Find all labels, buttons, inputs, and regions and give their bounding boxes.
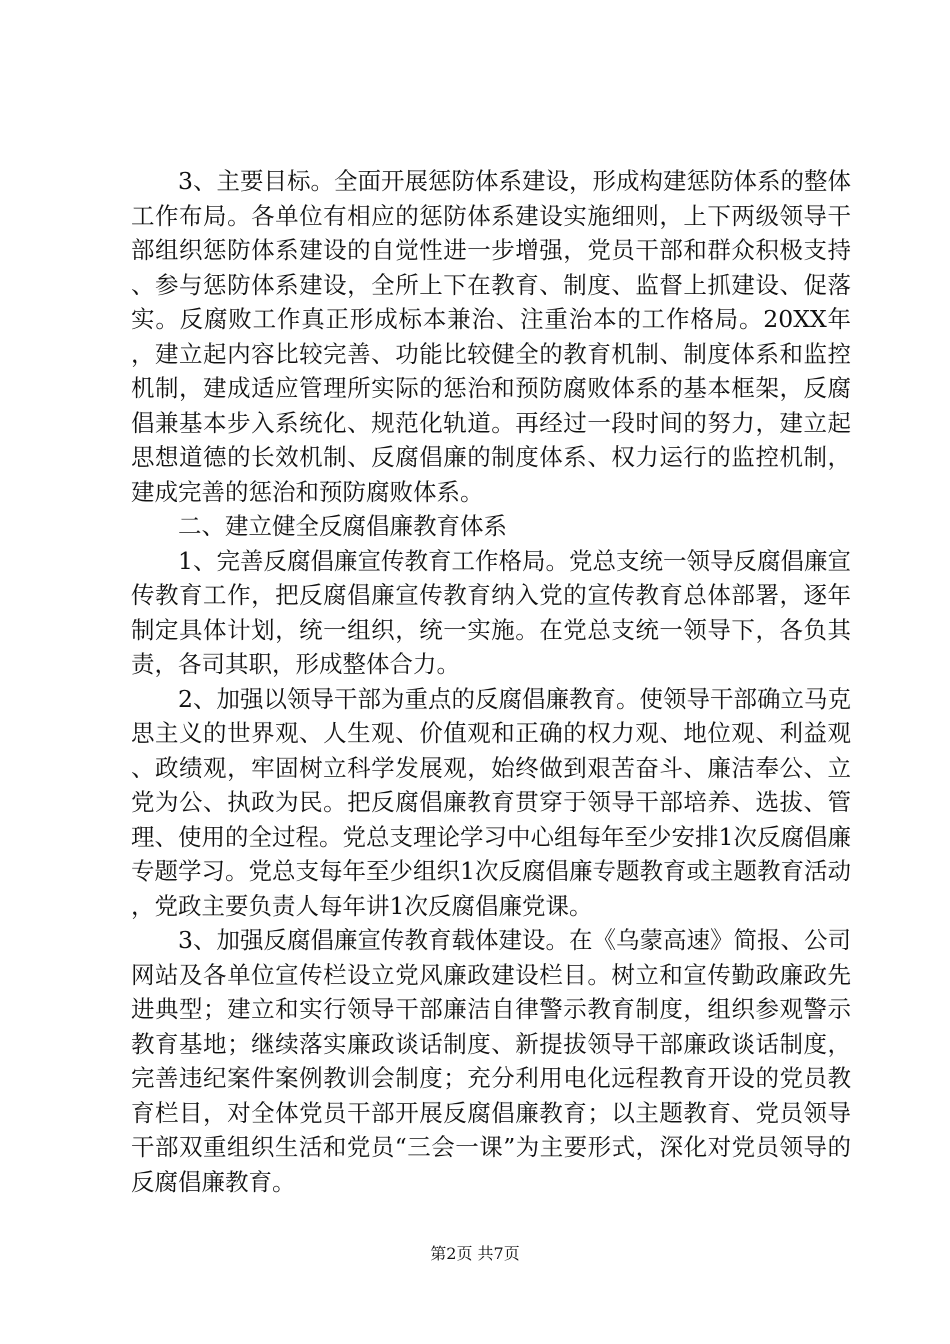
paragraph-main-goals: 3、主要目标。全面开展惩防体系建设，形成构建惩防体系的整体工作布局。各单位有相应的惩防体系建设实施细则，上下两级领导干部组织惩防体系建设的自觉性进一步增强，党员干部和群众积极支持、参与惩防体系建设，全所上下在教育、制度、监督上抓建设、促落实。反腐败工作真正形成标本兼治、注重治本的工作格局。20XX年，建立起内容比较完善、功能比较健全的教育机制、制度体系和监控机制，建成适应管理所实际的惩治和预防腐败体系的基本框架，反腐倡兼基本步入系统化、规范化轨道。再经过一段时间的努力，建立起思想道德的长效机制、反腐倡廉的制度体系、权力运行的监控机制，建成完善的惩治和预防腐败体系。: [131, 167, 851, 506]
paragraph-education-framework: 1、完善反腐倡廉宣传教育工作格局。党总支统一领导反腐倡廉宣传教育工作，把反腐倡廉宣传教育纳入党的宣传教育总体部署，逐年制定具体计划，统一组织，统一实施。在党总支统一领导下，各负其责，各司其职，形成整体合力。: [131, 546, 851, 678]
paragraph-leader-education: 2、加强以领导干部为重点的反腐倡廉教育。使领导干部确立马克思主义的世界观、人生观、价值观和正确的权力观、地位观、利益观、政绩观，牢固树立科学发展观，始终做到艰苦奋斗、廉洁奉公、立党为公、执政为民。把反腐倡廉教育贯穿于领导干部培养、选拔、管理、使用的全过程。党总支理论学习中心组每年至少安排1次反腐倡廉专题学习。党总支每年至少组织1次反腐倡廉专题教育或主题教育活动，党政主要负责人每年讲1次反腐倡廉党课。: [131, 684, 851, 920]
page-footer: 第2页 共7页: [430, 1244, 520, 1263]
document-body: [131, 164, 851, 1199]
section-heading-education-system: 二、建立健全反腐倡廉教育体系: [178, 512, 507, 540]
paragraph-education-carriers: 3、加强反腐倡廉宣传教育载体建设。在《乌蒙高速》简报、公司网站及各单位宣传栏设立党风廉政建设栏目。树立和宣传勤政廉政先进典型；建立和实行领导干部廉洁自律警示教育制度，组织参观警示教育基地；继续落实廉政谈话制度、新提拔领导干部廉政谈话制度，完善违纪案件案例教训会制度；充分利用电化远程教育开设的党员教育栏目，对全体党员干部开展反腐倡廉教育；以主题教育、党员领导干部双重组织生活和党员“三会一课”为主要形式，深化对党员领导的反腐倡廉教育。: [131, 926, 851, 1196]
